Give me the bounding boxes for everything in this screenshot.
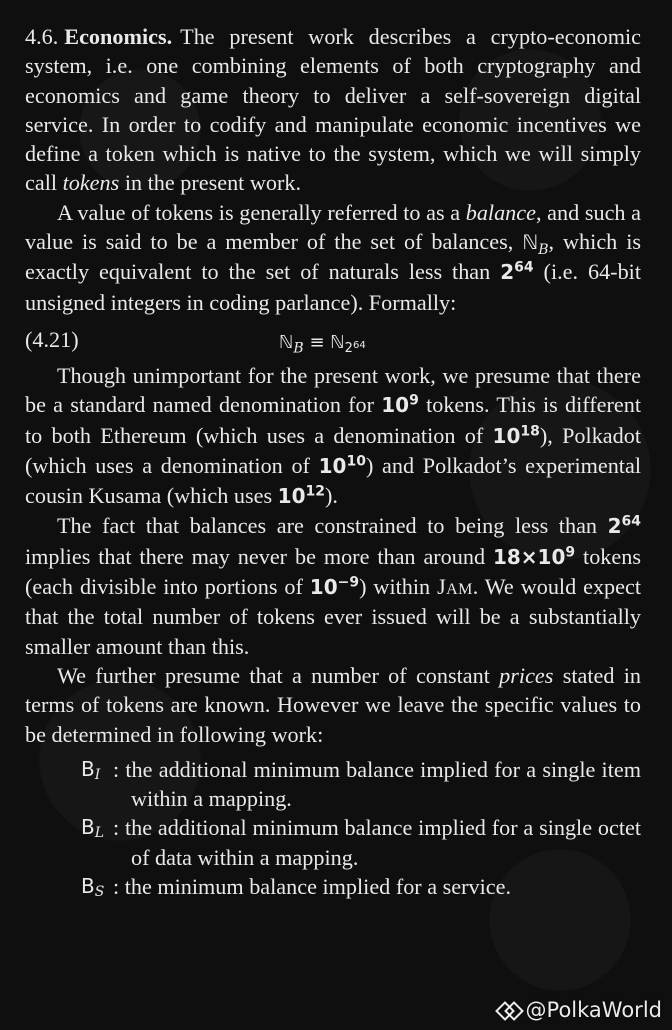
watermark-text: @PolkaWorld (525, 998, 662, 1022)
power-exponent: 9 (565, 544, 576, 561)
symbol-b: B (81, 756, 95, 781)
intro-text-a: The present work describes a crypto-economic system, i.e. one combining elements of both cryptography and economics and game theory to deliver a self-sovereign digital service. In order to codify and manipulate economic incentives we define a token which is native to the system, which we will simply call (25, 24, 641, 196)
eq-lhs-symbol: ℕ (279, 331, 294, 353)
power-18x10-9 (493, 545, 575, 569)
prices-paragraph (25, 661, 641, 749)
equation-body (279, 328, 366, 363)
set-symbol-n: ℕ (522, 230, 539, 255)
power-10-18 (493, 424, 540, 448)
power-exponent: −9 (337, 574, 360, 591)
power-10-9 (381, 393, 419, 417)
eq-relation: ≡ (303, 331, 331, 353)
eq-rhs-sub-exp: 64 (352, 339, 366, 351)
eq-rhs-sub-base: 2 (344, 340, 353, 356)
watermark (498, 998, 662, 1022)
para4-text-a: The fact that balances are constrained to being less than (57, 513, 608, 539)
para3-text-e: ). (324, 483, 338, 509)
equation-number: (4.21) (25, 326, 79, 352)
balance-paragraph (25, 198, 641, 317)
term-balance: balance (465, 199, 536, 225)
balance-set-symbol (522, 230, 549, 259)
definition-item (81, 813, 641, 872)
power-10-10 (319, 454, 366, 478)
para5-text-a: We further presume that a number of constant (57, 662, 500, 688)
para5-text-b: stated in terms of tokens are known. However we leave the specific values to be determined in following work: (25, 662, 641, 747)
eq-lhs-subscript: B (293, 340, 304, 357)
price-definitions (25, 755, 641, 901)
intro-text-b: in the present work. (119, 170, 302, 196)
definition-item (81, 755, 641, 814)
symbol-b: B (81, 874, 95, 899)
term-tokens: tokens (62, 170, 120, 196)
power-2-64 (500, 260, 533, 284)
term-jam: Jam (437, 574, 473, 600)
term-prices: prices (499, 662, 554, 688)
para4-text-c: tokens (each divisible into portions of (25, 543, 641, 600)
symbol-subscript: I (94, 766, 101, 783)
power-10-12 (278, 484, 325, 508)
para2-text-b: , and such a value is said to be a member of the set of balances, (25, 199, 641, 255)
definition-symbol (81, 813, 104, 848)
eq-rhs-subscript (345, 341, 366, 356)
para3-text-c: ), Polkadot (which uses a denomination of (25, 422, 641, 478)
equation-4-21 (25, 319, 641, 361)
power-2-64-b (608, 514, 641, 538)
definition-symbol (81, 872, 104, 907)
para2-text-c: , which is exactly equivalent to the set of naturals less than (25, 229, 641, 285)
definition-item (81, 872, 641, 901)
denomination-paragraph (25, 361, 641, 511)
power-base: 10 (318, 453, 347, 478)
symbol-subscript: S (94, 884, 105, 901)
para3-text-b: tokens. This is different to both Ethereum (which uses a denomination of (25, 392, 642, 448)
set-subscript-b: B (538, 242, 549, 259)
power-exponent: 12 (305, 483, 325, 500)
definition-text: : the additional minimum balance implied for a single octet of data within a mapping. (113, 815, 641, 870)
definition-symbol (81, 755, 100, 790)
power-base: 10 (277, 484, 306, 509)
para2-text-d: (i.e. 64-bit unsigned integers in coding parlance). Formally: (25, 259, 641, 315)
para4-text-d: ) within (359, 574, 438, 600)
constraint-paragraph (25, 511, 641, 660)
power-exponent: 18 (520, 422, 540, 439)
para4-text-b: implies that there may never be more than around (25, 543, 493, 569)
section-title: Economics. (64, 24, 173, 49)
power-exponent: 10 (346, 453, 366, 470)
power-10-minus-9 (310, 575, 359, 599)
power-base: 2 (500, 260, 515, 285)
symbol-subscript: L (94, 825, 105, 842)
definition-text: : the additional minimum balance implied for a single item within a mapping. (113, 756, 641, 812)
symbol-b: B (81, 815, 95, 840)
para4-text-e: . We would expect that the total number of tokens ever issued will be a substantially smaller amount than this. (25, 574, 641, 659)
para2-text-a: A value of tokens is generally referred to as a (57, 199, 466, 225)
paper-page (25, 22, 641, 901)
section-number: 4.6. (25, 24, 59, 49)
power-base: 10 (492, 423, 521, 448)
definition-text: : the minimum balance implied for a service. (113, 874, 512, 900)
chat-logo-icon (498, 1002, 520, 1018)
power-exponent: 64 (621, 513, 641, 530)
power-base: 10 (309, 575, 338, 600)
para3-text-d: ) and Polkadot’s experimental cousin Kusama (which uses (25, 452, 641, 509)
power-base: 18×10 (492, 544, 566, 569)
section-paragraph (25, 22, 641, 198)
power-exponent: 64 (514, 259, 534, 276)
power-base: 2 (607, 514, 622, 539)
para3-text-a: Though unimportant for the present work, we presume that there be a standard named denomination for (25, 362, 641, 418)
eq-rhs-symbol: ℕ (330, 331, 345, 353)
power-exponent: 9 (409, 392, 419, 409)
power-base: 10 (381, 393, 410, 418)
